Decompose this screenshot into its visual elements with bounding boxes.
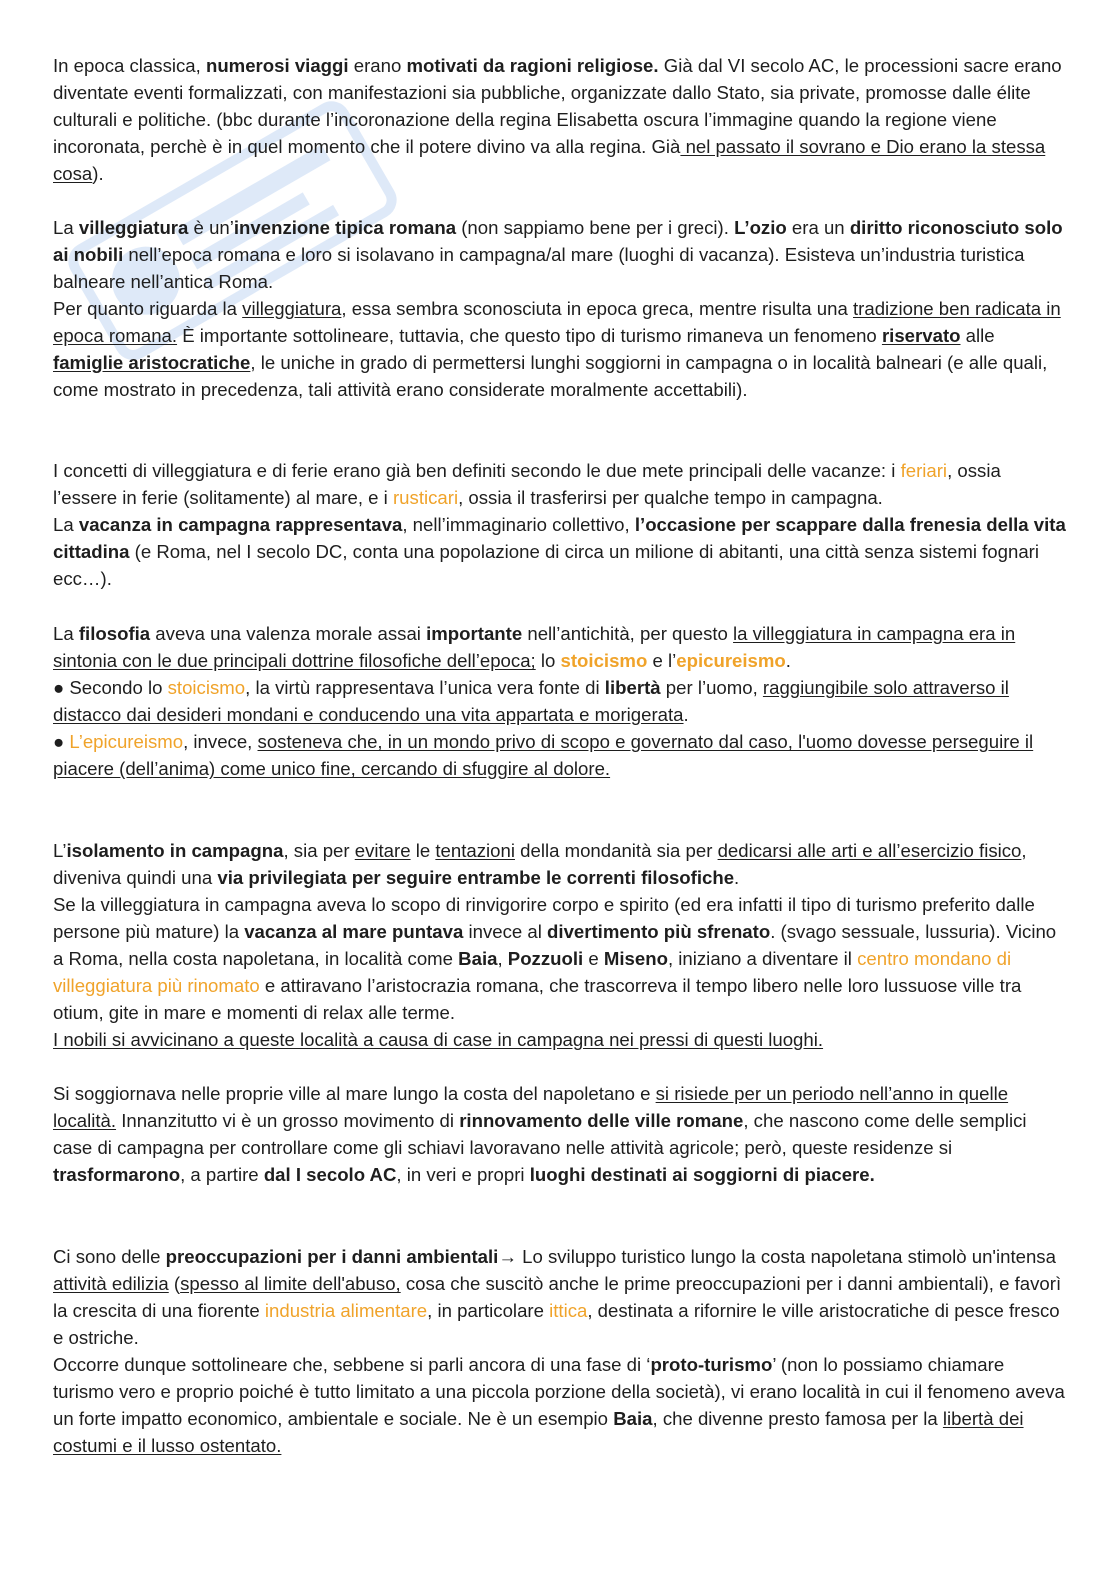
paragraph-danni-ambientali: Ci sono delle preoccupazioni per i danni ambientali→ Lo sviluppo turistico lungo la costa napoletana stimolò un'intensa attività edilizia (spesso al limite dell'abuso, cosa che suscitò anche le prime preoccupazioni per i danni ambientali), e favorì la crescita di una fiorente industria alimentare, in particolare ittica, destinata a rifornire le ville aristocratiche di pesce fresco e ostriche. Occorre dunque sottolineare che, sebbene si parli ancora di una fase di ‘proto-turismo’ (non lo possiamo chiamare turismo vero e proprio poiché è tutto limitato a una piccola porzione della società), vi erano località in cui il fenomeno aveva un forte impatto economico, ambientale e sociale. Ne è un esempio Baia, che divenne presto famosa per la libertà dei costumi e il lusso ostentato. — [53, 1243, 1068, 1459]
bullet-icon: ● — [53, 731, 65, 752]
bullet-icon: ● — [53, 677, 65, 698]
list-item-epicureismo: ● L’epicureismo, invece, sosteneva che, in un mondo privo di scopo e governato dal caso, l'uomo dovesse perseguire il piacere (dell’anima) come unico fine, cercando di sfuggire al dolore. — [53, 731, 1034, 779]
paragraph-vacanza-mare: Se la villeggiatura in campagna aveva lo scopo di rinvigorire corpo e spirito (ed era infatti il tipo di turismo preferito dalle persone più mature) la vacanza al mare puntava invece al divertimento più sfrenato. (svago sessuale, lussuria). Vicino a Roma, nella costa napoletana, in località come Baia, Pozzuoli e Miseno, iniziano a diventare il centro mondano di villeggiatura più rinomato e attiravano l’aristocrazia romana, che trascorreva il tempo libero nelle loro lussuose ville tra otium, gite in mare e momenti di relax alle terme. — [53, 894, 1057, 1023]
paragraph-proto-turismo: Occorre dunque sottolineare che, sebbene si parli ancora di una fase di ‘proto-turismo’ (non lo possiamo chiamare turismo vero e proprio poiché è tutto limitato a una piccola porzione della società), vi erano località in cui il fenomeno aveva un forte impatto economico, ambientale e sociale. Ne è un esempio Baia, che divenne presto famosa per la libertà dei costumi e il lusso ostentato. — [53, 1354, 1065, 1456]
paragraph-nobili: I nobili si avvicinano a queste località a causa di case in campagna nei pressi di questi luoghi. — [53, 1029, 824, 1050]
list-item-stoicismo: ● Secondo lo stoicismo, la virtù rappresentava l’unica vera fonte di libertà per l’uomo, raggiungibile solo attraverso il distacco dai desideri mondani e conducendo una vita appartata e morigerata. — [53, 677, 1009, 725]
paragraph-filosofia: La filosofia aveva una valenza morale assai importante nell’antichità, per questo la villeggiatura in campagna era in sintonia con le due principali dottrine filosofiche dell’epoca; lo stoicismo e l’epicureismo. ● Secondo lo stoicismo, la virtù rappresentava l’unica vera fonte di libertà per l’uomo, raggiungibile solo attraverso il distacco dai desideri mondani e conducendo una vita appartata e morigerata. ● L’epicureismo, invece, sosteneva che, in un mondo privo di scopo e governato dal caso, l'uomo dovesse perseguire il piacere (dell’anima) come unico fine, cercando di sfuggire al dolore. — [53, 620, 1068, 782]
paragraph-ville-romane: Si soggiornava nelle proprie ville al mare lungo la costa del napoletano e si risiede per un periodo nell’anno in quelle località. Innanzitutto vi è un grosso movimento di rinnovamento delle ville romane, che nascono come delle semplici case di campagna per controllare come gli schiavi lavoravano nelle attività agricole; però, queste residenze si trasformarono, a partire dal I secolo AC, in veri e propri luoghi destinati ai soggiorni di piacere. — [53, 1083, 1027, 1185]
paragraph-intro-religious-travel: In epoca classica, numerosi viaggi erano motivati da ragioni religiose. Già dal VI secolo AC, le processioni sacre erano diventate eventi formalizzati, con manifestazioni sia pubbliche, organizzate dallo Stato, sia private, promosse dalle élite culturali e politiche. (bbc durante l’incoronazione della regina Elisabetta oscura l’immagine quando la regione viene incoronata, perchè è in quel momento che il potere divino va alla regina. Già nel passato il sovrano e Dio erano la stessa cosa). — [53, 55, 1062, 184]
paragraph-feriari-rusticari: I concetti di villeggiatura e di ferie erano già ben definiti secondo le due mete principali delle vacanze: i feriari, ossia l’essere in ferie (solitamente) al mare, e i rusticari, ossia il trasferirsi per qualche tempo in campagna. — [53, 460, 1001, 508]
paragraph-isolamento-campagna: L’isolamento in campagna, sia per evitare le tentazioni della mondanità sia per dedicarsi alle arti e all’esercizio fisico, diveniva quindi una via privilegiata per seguire entrambe le correnti filosofiche. Se la villeggiatura in campagna aveva lo scopo di rinvigorire corpo e spirito (ed era infatti il tipo di turismo preferito dalle persone più mature) la vacanza al mare puntava invece al divertimento più sfrenato. (svago sessuale, lussuria). Vicino a Roma, nella costa napoletana, in località come Baia, Pozzuoli e Miseno, iniziano a diventare il centro mondano di villeggiatura più rinomato e attiravano l’aristocrazia romana, che trascorreva il tempo libero nelle loro lussuose ville tra otium, gite in mare e momenti di relax alle terme. I nobili si avvicinano a queste località a causa di case in campagna nei pressi di questi luoghi. — [53, 837, 1068, 1053]
paragraph-villeggiatura-aristocratic: Per quanto riguarda la villeggiatura, essa sembra sconosciuta in epoca greca, mentre risulta una tradizione ben radicata in epoca romana. È importante sottolineare, tuttavia, che questo tipo di turismo rimaneva un fenomeno riservato alle famiglie aristocratiche, le uniche in grado di permettersi lunghi soggiorni in campagna o in località balneari (e alle quali, come mostrato in precedenza, tali attività erano considerate moralmente accettabili). — [53, 298, 1061, 400]
paragraph-vacanza-campagna: La vacanza in campagna rappresentava, nell’immaginario collettivo, l’occasione per scappare dalla frenesia della vita cittadina (e Roma, nel I secolo DC, conta una popolazione di circa un milione di abitanti, una città senza sistemi fognari ecc…). — [53, 514, 1066, 589]
paragraph-villeggiatura-roman: La villeggiatura è un’invenzione tipica romana (non sappiamo bene per i greci). L’ozio era un diritto riconosciuto solo ai nobili nell’epoca romana e loro si isolavano in campagna/al mare (luoghi di vacanza). Esisteva un’industria turistica balneare nell’antica Roma. — [53, 217, 1063, 292]
